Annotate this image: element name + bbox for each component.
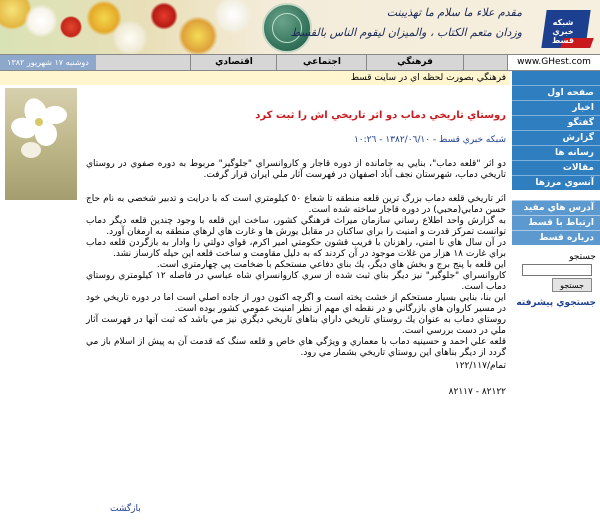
- sidebar-item-home[interactable]: صفحه اول: [512, 85, 600, 100]
- sidebar: [512, 71, 600, 520]
- article-paragraph: به گزارش واحد اطلاع رساني سازمان ميراث فرهنگي كشور، ساخت اين قلعه با وجود چندين قلعه ديگر دماب توانست تمركز قدرت و امنيت را براي ساكنان در مقابل يورش ها و غارت هاي لرهاي منطقه به ارمغان آورد.: [86, 216, 506, 237]
- tab-economic[interactable]: اقتصادي: [190, 55, 277, 70]
- site-logo[interactable]: [540, 4, 594, 48]
- search-input[interactable]: [522, 264, 592, 276]
- back-link[interactable]: بازگشت: [110, 504, 141, 514]
- article-body: [86, 88, 506, 397]
- flower-decoration: [214, 0, 252, 34]
- search-button[interactable]: جستجو: [552, 278, 592, 292]
- sidebar-item-media[interactable]: رسانه ها: [512, 145, 600, 160]
- tab-social[interactable]: اجتماعي: [276, 55, 367, 70]
- header-quote-line2: وزدان متعم الكتاب ، والميزان ليقوم الناس بالقسط: [290, 26, 522, 39]
- search-label: جستجو: [569, 252, 596, 262]
- date-display: دوشنبه ١٧ شهريور ١٣٨٢: [0, 55, 96, 70]
- sidebar-item-report[interactable]: گزارش: [512, 130, 600, 145]
- sidebar-item-news[interactable]: اخبار: [512, 100, 600, 115]
- site-url[interactable]: [507, 55, 600, 70]
- tab-cultural[interactable]: فرهنگي: [366, 55, 464, 70]
- flower-photo: [5, 88, 77, 200]
- flower-decoration: [178, 16, 218, 54]
- advanced-search-link[interactable]: جستجوي پيشرفته: [516, 298, 596, 308]
- article-paragraph: كاروانسراي "جلوگير" نيز ديگر بناي ثبت شده از سري كاروانسراي شاه عباسي در فاصله ١٢ كيلومتري روستاي دماب است.: [86, 271, 506, 292]
- sidebar-item-interview[interactable]: گفتگو: [512, 115, 600, 130]
- top-navbar: [0, 54, 600, 71]
- article-title: روستاي تاريخي دماب دو اثر تاريخي اش را ثبت كرد: [255, 110, 506, 121]
- article-paragraph: اثر تاريخي قلعه دماب بزرگ ترين قلعه منطقه تا شعاع ٥٠ كيلومتري است كه با درايت و تدبير شخصي به نام حاج حسن دمابي(محبي) در دوره قاجار ساخته شده است.: [86, 194, 507, 215]
- flower-decoration: [24, 4, 58, 38]
- article-paragraph: دو اثر "قلعه دماب"، بنايي به جامانده از دوره قاجار و كاروانسراي "جلوگير" مربوط به دوره صفوي در روستاي تاريخي دماب، شهرستان نجف آباد اصفهان در فهرست آثار ملي ايران قرار گرفت.: [86, 159, 506, 180]
- search-panel: [512, 249, 600, 295]
- sidebar-item-articles[interactable]: مقالات: [512, 160, 600, 175]
- sidebar-item-useful-links[interactable]: آدرس هاي مفيد: [512, 200, 600, 215]
- article-paragraph: اين قلعه با پنج برج و بخش هاي ديگر، يك بناي دفاعي مستحكم با ضخامت پي چهارمتري است.: [156, 260, 506, 270]
- sidebar-item-about[interactable]: درباره قسط: [512, 230, 600, 245]
- header-quote-line1: مقدم علاء ما سلام ما تهذيبنت: [386, 6, 522, 19]
- article-paragraph: اين بنا، بنايي بسيار مستحكم از خشت پخته است و اگرچه اكنون دور از جاده اصلي است اما در دوره تاريخي خود در مسير كاروان هاي بازرگاني و در نقطه اي مهم از نظر امنيت عمومي كشور بوده است.: [86, 293, 506, 314]
- site-url-text: www.GHest.com: [517, 57, 591, 67]
- article-code: تمام/١٢٢/١١٧: [454, 361, 506, 371]
- article-paragraph: قلعه علي احمد و حسينيه دماب با معماري و ويژگي هاي خاص و قلعه سنگ كه قدمت آن به پيش از اسلام باز مي گردد از ديگر بناهاي اين روستاي تاريخي بشمار مي رود.: [86, 337, 506, 358]
- sidebar-header: [512, 71, 600, 85]
- flower-decoration: [150, 2, 178, 30]
- flower-decoration: [112, 20, 148, 54]
- header-banner: [0, 0, 600, 54]
- article-paragraph: روستاي دماب به عنوان يك روستاي تاريخي داراي بناهاي تاريخي ديگري نيز مي باشد كه ثبت آنها در فهرست آثار ملي در دست بررسي است.: [86, 315, 506, 336]
- flower-decoration: [60, 16, 82, 38]
- article-byline: شبكه خبري قسط - ١٣٨٢/٠٦/١٠ - ١٠:٢٦: [353, 135, 506, 145]
- article-reference-number: ٨٢١٢٢ - ٨٢١١٧: [448, 387, 506, 397]
- announcement-ticker: فرهنگي بصورت لحظه اي در سايت قسط: [0, 71, 510, 85]
- sidebar-item-contact[interactable]: ارتباط با قسط: [512, 215, 600, 230]
- logo-label: شبكه خبري قسط: [552, 18, 574, 45]
- sidebar-item-abroad[interactable]: آنسوي مرزها: [512, 175, 600, 190]
- article-paragraph: در آن سال هاي نا امني، راهزنان با فريب قشون حكومتي امير اكرم، قواي دولتي را وادار به بازگردن قلعه دماب براي غارت ١٨ هزار من غلات موجود در آن كردند كه به دليل مقاومت و ساخت قلعه اين حيله كارساز نشد.: [86, 238, 506, 259]
